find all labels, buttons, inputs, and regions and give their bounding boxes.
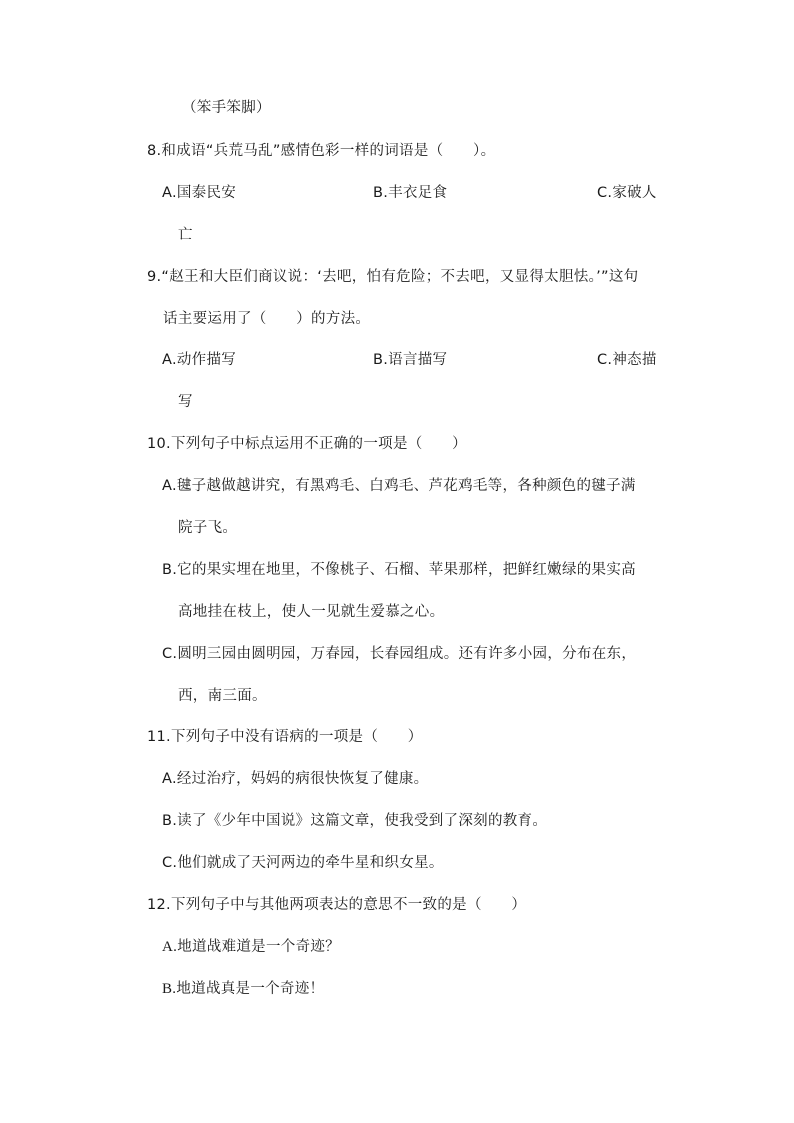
question-9-option-c: C.神态描 <box>597 352 657 368</box>
question-8-option-c-continued: 亡 <box>178 227 193 243</box>
question-10-stem: 10.下列句子中标点运用不正确的一项是（ ） <box>147 436 467 452</box>
question-9-option-b: B.语言描写 <box>373 352 448 368</box>
option-text: 地道战真是一个奇迹！ <box>176 981 325 997</box>
question-8-option-a: A.国泰民安 <box>162 185 237 201</box>
question-12-option-a <box>162 937 340 957</box>
option-letter: B. <box>162 981 177 997</box>
previous-answer-line: （笨手笨脚） <box>182 100 271 116</box>
question-11-stem: 11.下列句子中没有语病的一项是（ ） <box>147 729 423 745</box>
question-9-stem-line-2: 话主要运用了（ ）的方法。 <box>163 311 371 327</box>
question-10-option-b-line-1: B.它的果实埋在地里，不像桃子、石榴、苹果那样，把鲜红嫩绿的果实高 <box>162 562 636 578</box>
question-11-option-b: B.读了《少年中国说》这篇文章，使我受到了深刻的教育。 <box>162 813 548 829</box>
option-text: 地道战难道是一个奇迹？ <box>177 939 340 955</box>
option-letter: A. <box>162 939 178 955</box>
question-9-stem-line-1: 9.“赵王和大臣们商议说：‘去吧，怕有危险；不去吧，又显得太胆怯。’”这句 <box>147 269 639 285</box>
question-9-option-c-continued: 写 <box>178 394 193 410</box>
question-8-stem: 8.和成语“兵荒马乱”感情色彩一样的词语是（ ）。 <box>147 143 496 159</box>
question-10-option-c-line-2: 西，南三面。 <box>178 688 267 704</box>
question-9-option-a: A.动作描写 <box>162 352 237 368</box>
question-11-option-a: A.经过治疗，妈妈的病很快恢复了健康。 <box>162 771 429 787</box>
question-8-option-b: B.丰衣足食 <box>373 185 448 201</box>
question-8-option-c: C.家破人 <box>597 185 657 201</box>
question-10-option-c-line-1: C.圆明三园由圆明园，万春园，长春园组成。还有许多小园，分布在东， <box>162 646 637 662</box>
question-12-option-b <box>162 979 324 999</box>
question-10-option-a-line-2: 院子飞。 <box>178 520 238 536</box>
question-10-option-b-line-2: 高地挂在枝上，使人一见就生爱慕之心。 <box>178 604 445 620</box>
question-12-stem: 12.下列句子中与其他两项表达的意思不一致的是（ ） <box>147 897 527 913</box>
question-11-option-c: C.他们就成了天河两边的牵牛星和织女星。 <box>162 855 444 871</box>
question-10-option-a-line-1: A.毽子越做越讲究，有黑鸡毛、白鸡毛、芦花鸡毛等，各种颜色的毽子满 <box>162 478 636 494</box>
